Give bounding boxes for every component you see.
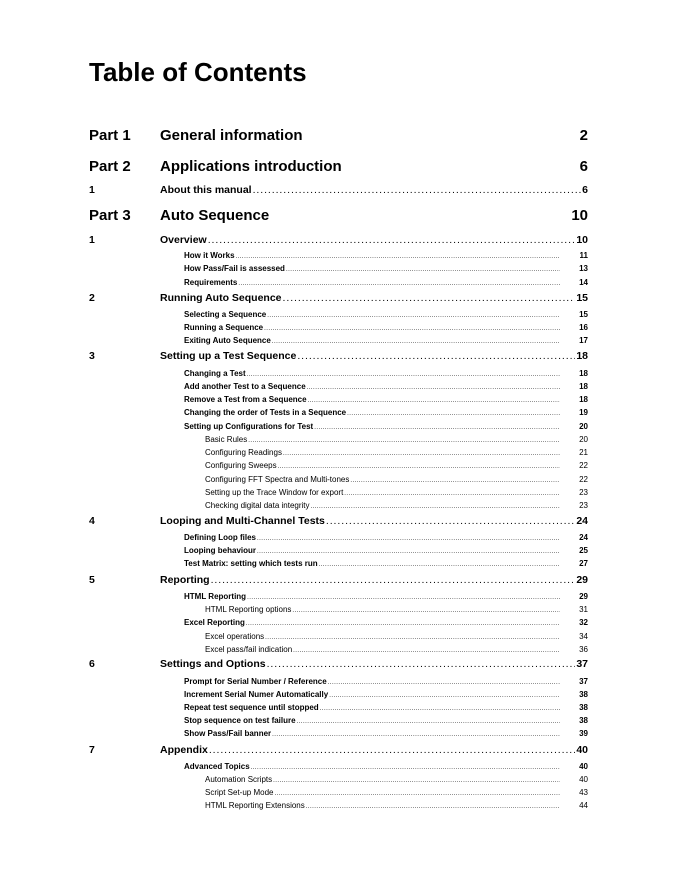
toc-subsubsection[interactable] — [205, 775, 588, 784]
leader-dots — [344, 488, 560, 497]
section-page: 29 — [576, 574, 588, 586]
leader-dots — [253, 184, 582, 196]
subsection-title: Looping behaviour — [184, 546, 256, 555]
subsection-page: 18 — [579, 395, 588, 404]
section-title: Setting up a Test Sequence — [160, 350, 297, 362]
section-title: Reporting — [160, 574, 210, 586]
section-title: Settings and Options — [160, 658, 266, 670]
toc-subsubsection[interactable] — [205, 501, 588, 510]
toc-section[interactable] — [89, 184, 588, 198]
subsubsection-title: Configuring Readings — [205, 448, 282, 457]
leader-dots — [307, 382, 560, 391]
subsubsection-title: Excel operations — [205, 632, 265, 641]
leader-dots — [251, 762, 560, 771]
part-page: 10 — [571, 207, 588, 224]
subsection-page: 24 — [579, 533, 588, 542]
subsection-page: 19 — [579, 408, 588, 417]
leader-dots — [238, 278, 560, 287]
toc-subsection[interactable] — [184, 533, 588, 542]
leader-dots — [319, 559, 560, 568]
leader-dots — [264, 323, 560, 332]
toc-part-1[interactable] — [89, 127, 588, 147]
part-title: General information — [160, 127, 303, 144]
toc-subsubsection[interactable] — [205, 475, 588, 484]
toc-subsection[interactable] — [184, 559, 588, 568]
leader-dots — [286, 264, 560, 273]
leader-dots — [247, 369, 560, 378]
leader-dots — [328, 677, 560, 686]
subsection-title: HTML Reporting — [184, 592, 247, 601]
subsubsection-page: 23 — [579, 501, 588, 510]
subsection-title: Prompt for Serial Number / Reference — [184, 677, 327, 686]
subsection-page: 16 — [579, 323, 588, 332]
section-number: 3 — [89, 350, 95, 362]
toc-subsection[interactable] — [184, 422, 588, 431]
toc-subsubsection[interactable] — [205, 435, 588, 444]
subsection-page: 15 — [579, 310, 588, 319]
leader-dots — [308, 395, 560, 404]
toc-subsection[interactable] — [184, 336, 588, 345]
subsection-title: How Pass/Fail is assessed — [184, 264, 285, 273]
subsection-title: Exiting Auto Sequence — [184, 336, 271, 345]
subsubsection-title: Script Set-up Mode — [205, 788, 274, 797]
leader-dots — [329, 690, 560, 699]
subsubsection-title: Automation Scripts — [205, 775, 273, 784]
leader-dots — [326, 515, 575, 527]
subsection-title: Selecting a Sequence — [184, 310, 267, 319]
subsection-title: Defining Loop files — [184, 533, 256, 542]
subsubsection-title: Setting up the Trace Window for export — [205, 488, 344, 497]
subsection-page: 40 — [579, 762, 588, 771]
subsection-title: Increment Serial Numer Automatically — [184, 690, 329, 699]
toc-subsubsection[interactable] — [205, 605, 588, 614]
section-number: 7 — [89, 744, 95, 756]
subsection-page: 13 — [579, 264, 588, 273]
leader-dots — [350, 475, 560, 484]
toc-subsection[interactable] — [184, 677, 588, 686]
subsection-title: Repeat test sequence until stopped — [184, 703, 319, 712]
leader-dots — [273, 775, 560, 784]
toc-subsection[interactable] — [184, 690, 588, 699]
part-label: Part 2 — [89, 158, 131, 175]
subsubsection-title: HTML Reporting options — [205, 605, 292, 614]
toc-part-3[interactable] — [89, 207, 588, 227]
leader-dots — [283, 292, 576, 304]
subsection-title: Changing the order of Tests in a Sequence — [184, 408, 347, 417]
subsubsection-page: 20 — [579, 435, 588, 444]
subsubsection-title: Configuring Sweeps — [205, 461, 277, 470]
leader-dots — [306, 801, 560, 810]
subsection-page: 20 — [579, 422, 588, 431]
subsection-title: Advanced Topics — [184, 762, 250, 771]
section-page: 6 — [582, 184, 588, 196]
part-page: 6 — [579, 158, 588, 175]
leader-dots — [211, 574, 576, 586]
subsection-title: How it Works — [184, 251, 235, 260]
subsubsection-page: 31 — [579, 605, 588, 614]
toc-subsection[interactable] — [184, 310, 588, 319]
subsection-page: 18 — [579, 382, 588, 391]
toc-subsection[interactable] — [184, 618, 588, 627]
toc-subsection[interactable] — [184, 408, 588, 417]
leader-dots — [265, 632, 560, 641]
section-number: 6 — [89, 658, 95, 670]
toc-part-2[interactable] — [89, 158, 588, 178]
part-label: Part 1 — [89, 127, 131, 144]
toc-subsubsection[interactable] — [205, 632, 588, 641]
toc-subsection[interactable] — [184, 703, 588, 712]
subsection-page: 27 — [579, 559, 588, 568]
toc-subsection[interactable] — [184, 382, 588, 391]
toc-subsubsection[interactable] — [205, 801, 588, 810]
subsubsection-page: 21 — [579, 448, 588, 457]
subsubsection-page: 22 — [579, 475, 588, 484]
subsection-title: Stop sequence on test failure — [184, 716, 296, 725]
leader-dots — [292, 605, 560, 614]
leader-dots — [314, 422, 560, 431]
leader-dots — [267, 310, 560, 319]
subsection-page: 39 — [579, 729, 588, 738]
toc-section[interactable] — [89, 234, 588, 248]
subsubsection-page: 22 — [579, 461, 588, 470]
part-page: 2 — [579, 127, 588, 144]
leader-dots — [297, 350, 575, 362]
subsection-page: 18 — [579, 369, 588, 378]
subsection-title: Show Pass/Fail banner — [184, 729, 272, 738]
subsection-title: Test Matrix: setting which tests run — [184, 559, 318, 568]
subsubsection-title: Basic Rules — [205, 435, 248, 444]
subsection-title: Running a Sequence — [184, 323, 264, 332]
leader-dots — [248, 435, 560, 444]
leader-dots — [297, 716, 560, 725]
toc-section[interactable] — [89, 744, 588, 758]
section-title: Overview — [160, 234, 207, 246]
section-page: 24 — [576, 515, 588, 527]
section-title: About this manual — [160, 184, 252, 196]
subsubsection-title: Configuring FFT Spectra and Multi-tones — [205, 475, 350, 484]
subsubsection-title: HTML Reporting Extensions — [205, 801, 305, 810]
toc-section[interactable] — [89, 574, 588, 588]
section-number: 2 — [89, 292, 95, 304]
leader-dots — [311, 501, 560, 510]
subsubsection-page: 34 — [579, 632, 588, 641]
leader-dots — [272, 336, 560, 345]
subsection-title: Excel Reporting — [184, 618, 245, 627]
subsubsection-page: 23 — [579, 488, 588, 497]
subsection-title: Requirements — [184, 278, 238, 287]
toc-subsubsection[interactable] — [205, 461, 588, 470]
leader-dots — [293, 645, 560, 654]
section-page: 10 — [576, 234, 588, 246]
subsection-page: 29 — [579, 592, 588, 601]
leader-dots — [347, 408, 560, 417]
section-title: Running Auto Sequence — [160, 292, 282, 304]
leader-dots — [209, 744, 575, 756]
subsubsection-page: 43 — [579, 788, 588, 797]
section-number: 5 — [89, 574, 95, 586]
toc-subsection[interactable] — [184, 762, 588, 771]
leader-dots — [320, 703, 560, 712]
subsection-page: 38 — [579, 703, 588, 712]
subsubsection-page: 36 — [579, 645, 588, 654]
section-title: Appendix — [160, 744, 208, 756]
subsection-title: Remove a Test from a Sequence — [184, 395, 307, 404]
section-page: 37 — [576, 658, 588, 670]
toc-section[interactable] — [89, 515, 588, 529]
leader-dots — [208, 234, 576, 246]
toc-subsubsection[interactable] — [205, 488, 588, 497]
leader-dots — [274, 788, 560, 797]
toc-subsection[interactable] — [184, 369, 588, 378]
toc-subsection[interactable] — [184, 592, 588, 601]
subsection-page: 38 — [579, 716, 588, 725]
subsection-page: 32 — [579, 618, 588, 627]
section-page: 40 — [576, 744, 588, 756]
subsection-page: 38 — [579, 690, 588, 699]
leader-dots — [247, 592, 560, 601]
leader-dots — [246, 618, 560, 627]
subsection-page: 25 — [579, 546, 588, 555]
toc-subsection[interactable] — [184, 251, 588, 260]
part-title: Applications introduction — [160, 158, 342, 175]
subsection-page: 37 — [579, 677, 588, 686]
subsubsection-page: 40 — [579, 775, 588, 784]
part-label: Part 3 — [89, 207, 131, 224]
toc-subsection[interactable] — [184, 264, 588, 273]
toc-subsection[interactable] — [184, 546, 588, 555]
section-title: Looping and Multi-Channel Tests — [160, 515, 325, 527]
leader-dots — [257, 533, 560, 542]
subsection-title: Add another Test to a Sequence — [184, 382, 306, 391]
toc-subsection[interactable] — [184, 395, 588, 404]
subsubsection-page: 44 — [579, 801, 588, 810]
toc-subsubsection[interactable] — [205, 788, 588, 797]
section-page: 15 — [576, 292, 588, 304]
toc-section[interactable] — [89, 292, 588, 306]
leader-dots — [283, 448, 560, 457]
subsubsection-title: Checking digital data integrity — [205, 501, 310, 510]
toc-subsection[interactable] — [184, 716, 588, 725]
leader-dots — [272, 729, 560, 738]
leader-dots — [236, 251, 560, 260]
subsection-title: Changing a Test — [184, 369, 246, 378]
toc-subsubsection[interactable] — [205, 448, 588, 457]
section-page: 18 — [576, 350, 588, 362]
toc-subsection[interactable] — [184, 278, 588, 287]
leader-dots — [257, 546, 560, 555]
leader-dots — [267, 658, 576, 670]
subsection-page: 11 — [579, 251, 588, 260]
toc-section[interactable] — [89, 658, 588, 672]
subsection-page: 17 — [579, 336, 588, 345]
toc-subsection[interactable] — [184, 323, 588, 332]
toc-subsubsection[interactable] — [205, 645, 588, 654]
section-number: 1 — [89, 184, 95, 196]
toc-section[interactable] — [89, 350, 588, 364]
subsubsection-title: Excel pass/fail indication — [205, 645, 293, 654]
page-title: Table of Contents — [89, 57, 307, 87]
section-number: 1 — [89, 234, 95, 246]
subsection-page: 14 — [579, 278, 588, 287]
section-number: 4 — [89, 515, 95, 527]
subsection-title: Setting up Configurations for Test — [184, 422, 314, 431]
part-title: Auto Sequence — [160, 207, 270, 224]
leader-dots — [278, 461, 560, 470]
toc-subsection[interactable] — [184, 729, 588, 738]
